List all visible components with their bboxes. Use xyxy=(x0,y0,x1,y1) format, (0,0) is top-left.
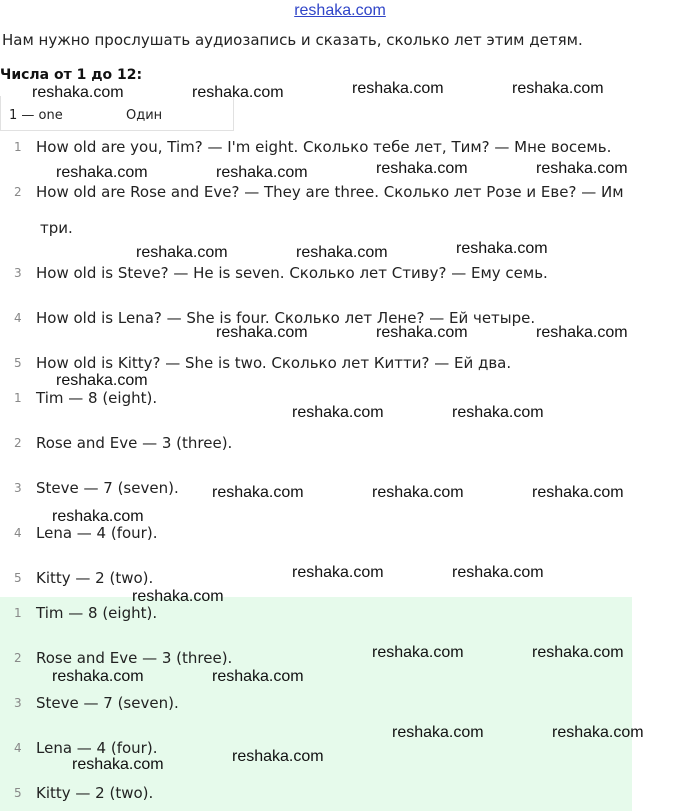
watermark-text: reshaka.com xyxy=(552,724,644,741)
answer-item xyxy=(0,434,680,458)
item-text: Lena — 4 (four). xyxy=(36,739,158,757)
item-text: Tim — 8 (eight). xyxy=(36,389,158,407)
watermark-text: reshaka.com xyxy=(532,644,624,661)
item-text: How old are you, Tim? — I'm eight. Сколько тебе лет, Тим? — Мне восемь. xyxy=(36,138,612,156)
item-number: 5 xyxy=(14,786,22,800)
answer-item-highlighted xyxy=(0,694,680,718)
watermark-text: reshaka.com xyxy=(376,324,468,341)
watermark-text: reshaka.com xyxy=(452,404,544,421)
item-text: Steve — 7 (seven). xyxy=(36,479,179,497)
watermark-text: reshaka.com xyxy=(372,644,464,661)
numbers-heading: Числа от 1 до 12: xyxy=(0,67,143,83)
answer-item xyxy=(0,524,680,548)
numbers-english: 1 — one xyxy=(9,108,63,123)
item-text: Rose and Eve — 3 (three). xyxy=(36,434,233,452)
watermark-text: reshaka.com xyxy=(456,240,548,257)
item-number: 2 xyxy=(14,436,22,450)
item-text: How old are Rose and Eve? — They are three. Сколько лет Розе и Еве? — Им xyxy=(36,183,624,201)
item-text: Kitty — 2 (two). xyxy=(36,569,154,587)
item-text: How old is Steve? — He is seven. Сколько лет Стиву? — Ему семь. xyxy=(36,264,548,282)
watermark-text: reshaka.com xyxy=(136,244,228,261)
item-text: How old is Lena? — She is four. Сколько лет Лене? — Ей четыре. xyxy=(36,309,536,327)
watermark-text: reshaka.com xyxy=(452,564,544,581)
item-number: 3 xyxy=(14,696,22,710)
site-link[interactable]: reshaka.com xyxy=(294,2,386,19)
watermark-text: reshaka.com xyxy=(296,244,388,261)
answer-item-highlighted xyxy=(0,784,680,808)
watermark-text: reshaka.com xyxy=(512,80,604,97)
watermark-text: reshaka.com xyxy=(292,564,384,581)
watermark-text: reshaka.com xyxy=(292,404,384,421)
watermark-text: reshaka.com xyxy=(56,164,148,181)
item-text: Steve — 7 (seven). xyxy=(36,694,179,712)
watermark-text: reshaka.com xyxy=(216,164,308,181)
item-text: How old is Kitty? — She is two. Сколько лет Китти? — Ей два. xyxy=(36,354,512,372)
watermark-text: reshaka.com xyxy=(72,756,164,773)
item-number: 3 xyxy=(14,266,22,280)
watermark-text: reshaka.com xyxy=(376,160,468,177)
watermark-text: reshaka.com xyxy=(32,84,124,101)
item-text: Lena — 4 (four). xyxy=(36,524,158,542)
watermark-text: reshaka.com xyxy=(536,160,628,177)
item-number: 1 xyxy=(14,391,22,405)
question-item xyxy=(0,183,680,243)
watermark-text: reshaka.com xyxy=(532,484,624,501)
item-number: 5 xyxy=(14,356,22,370)
item-number: 2 xyxy=(14,651,22,665)
watermark-text: reshaka.com xyxy=(536,324,628,341)
watermark-text: reshaka.com xyxy=(212,668,304,685)
watermark-text: reshaka.com xyxy=(232,748,324,765)
question-item xyxy=(0,264,680,288)
watermark-text: reshaka.com xyxy=(216,324,308,341)
watermark-text: reshaka.com xyxy=(56,372,148,389)
item-text-continued: три. xyxy=(40,219,73,237)
item-text: Kitty — 2 (two). xyxy=(36,784,154,802)
watermark-text: reshaka.com xyxy=(52,508,144,525)
item-number: 1 xyxy=(14,606,22,620)
item-number: 5 xyxy=(14,571,22,585)
watermark-text: reshaka.com xyxy=(192,84,284,101)
watermark-text: reshaka.com xyxy=(352,80,444,97)
item-number: 4 xyxy=(14,311,22,325)
item-text: Tim — 8 (eight). xyxy=(36,604,158,622)
item-number: 4 xyxy=(14,526,22,540)
intro-text: Нам нужно прослушать аудиозапись и сказать, сколько лет этим детям. xyxy=(2,31,583,49)
watermark-text: reshaka.com xyxy=(392,724,484,741)
item-number: 3 xyxy=(14,481,22,495)
watermark-text: reshaka.com xyxy=(52,668,144,685)
question-item xyxy=(0,138,680,162)
watermark-text: reshaka.com xyxy=(212,484,304,501)
watermark-text: reshaka.com xyxy=(372,484,464,501)
item-number: 4 xyxy=(14,741,22,755)
numbers-russian: Один xyxy=(126,108,163,123)
item-number: 1 xyxy=(14,140,22,154)
item-text: Rose and Eve — 3 (three). xyxy=(36,649,233,667)
answer-item-highlighted xyxy=(0,604,680,628)
item-number: 2 xyxy=(14,185,22,199)
watermark-text: reshaka.com xyxy=(132,588,224,605)
